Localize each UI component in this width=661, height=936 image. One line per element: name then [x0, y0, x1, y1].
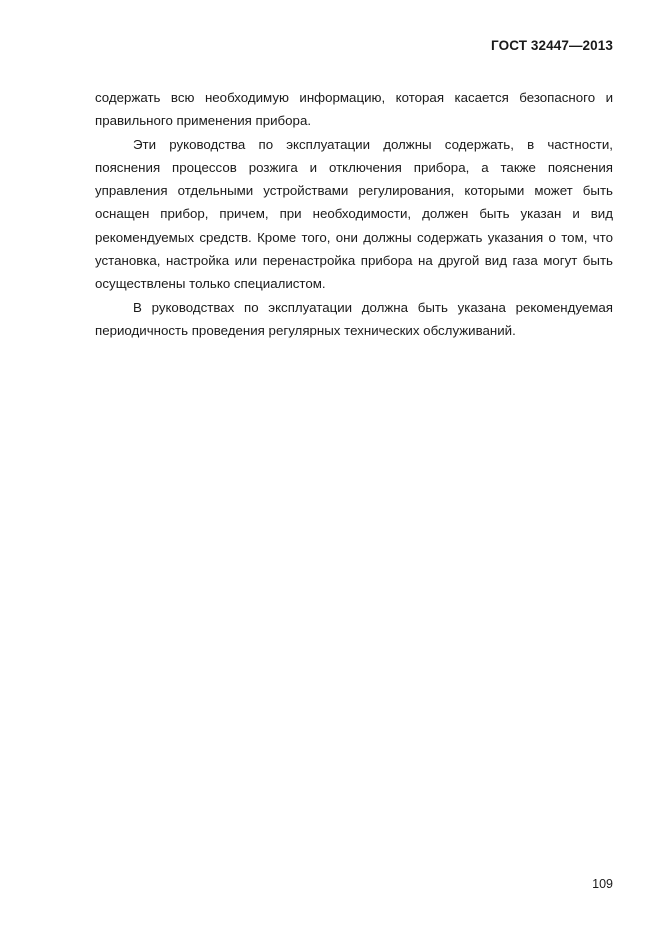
document-header-code: ГОСТ 32447—2013 [491, 38, 613, 53]
paragraph-continuation: содержать всю необходимую информацию, которая касается безопасного и правильного применения прибора. [95, 90, 613, 129]
paragraph-maintenance-periodicity: В руководствах по эксплуатации должна быть указана рекомендуемая периодичность проведения регулярных технических обслуживаний. [95, 299, 613, 338]
document-body [95, 86, 613, 342]
paragraph-manual-contents: Эти руководства по эксплуатации должны содержать, в частности, пояснения процессов розжига и отключения прибора, а также пояснения управления отдельными устройствами регулирования, которыми может быть оснащен прибор, причем, при необходимости, должен быть указан и вид рекомендуемых средств. Кроме того, они должны содержать указания о том, что установка, настройка или перенастройка прибора на другой вид газа могут быть осуществлены только специалистом. [95, 136, 613, 292]
page-number: 109 [592, 877, 613, 891]
